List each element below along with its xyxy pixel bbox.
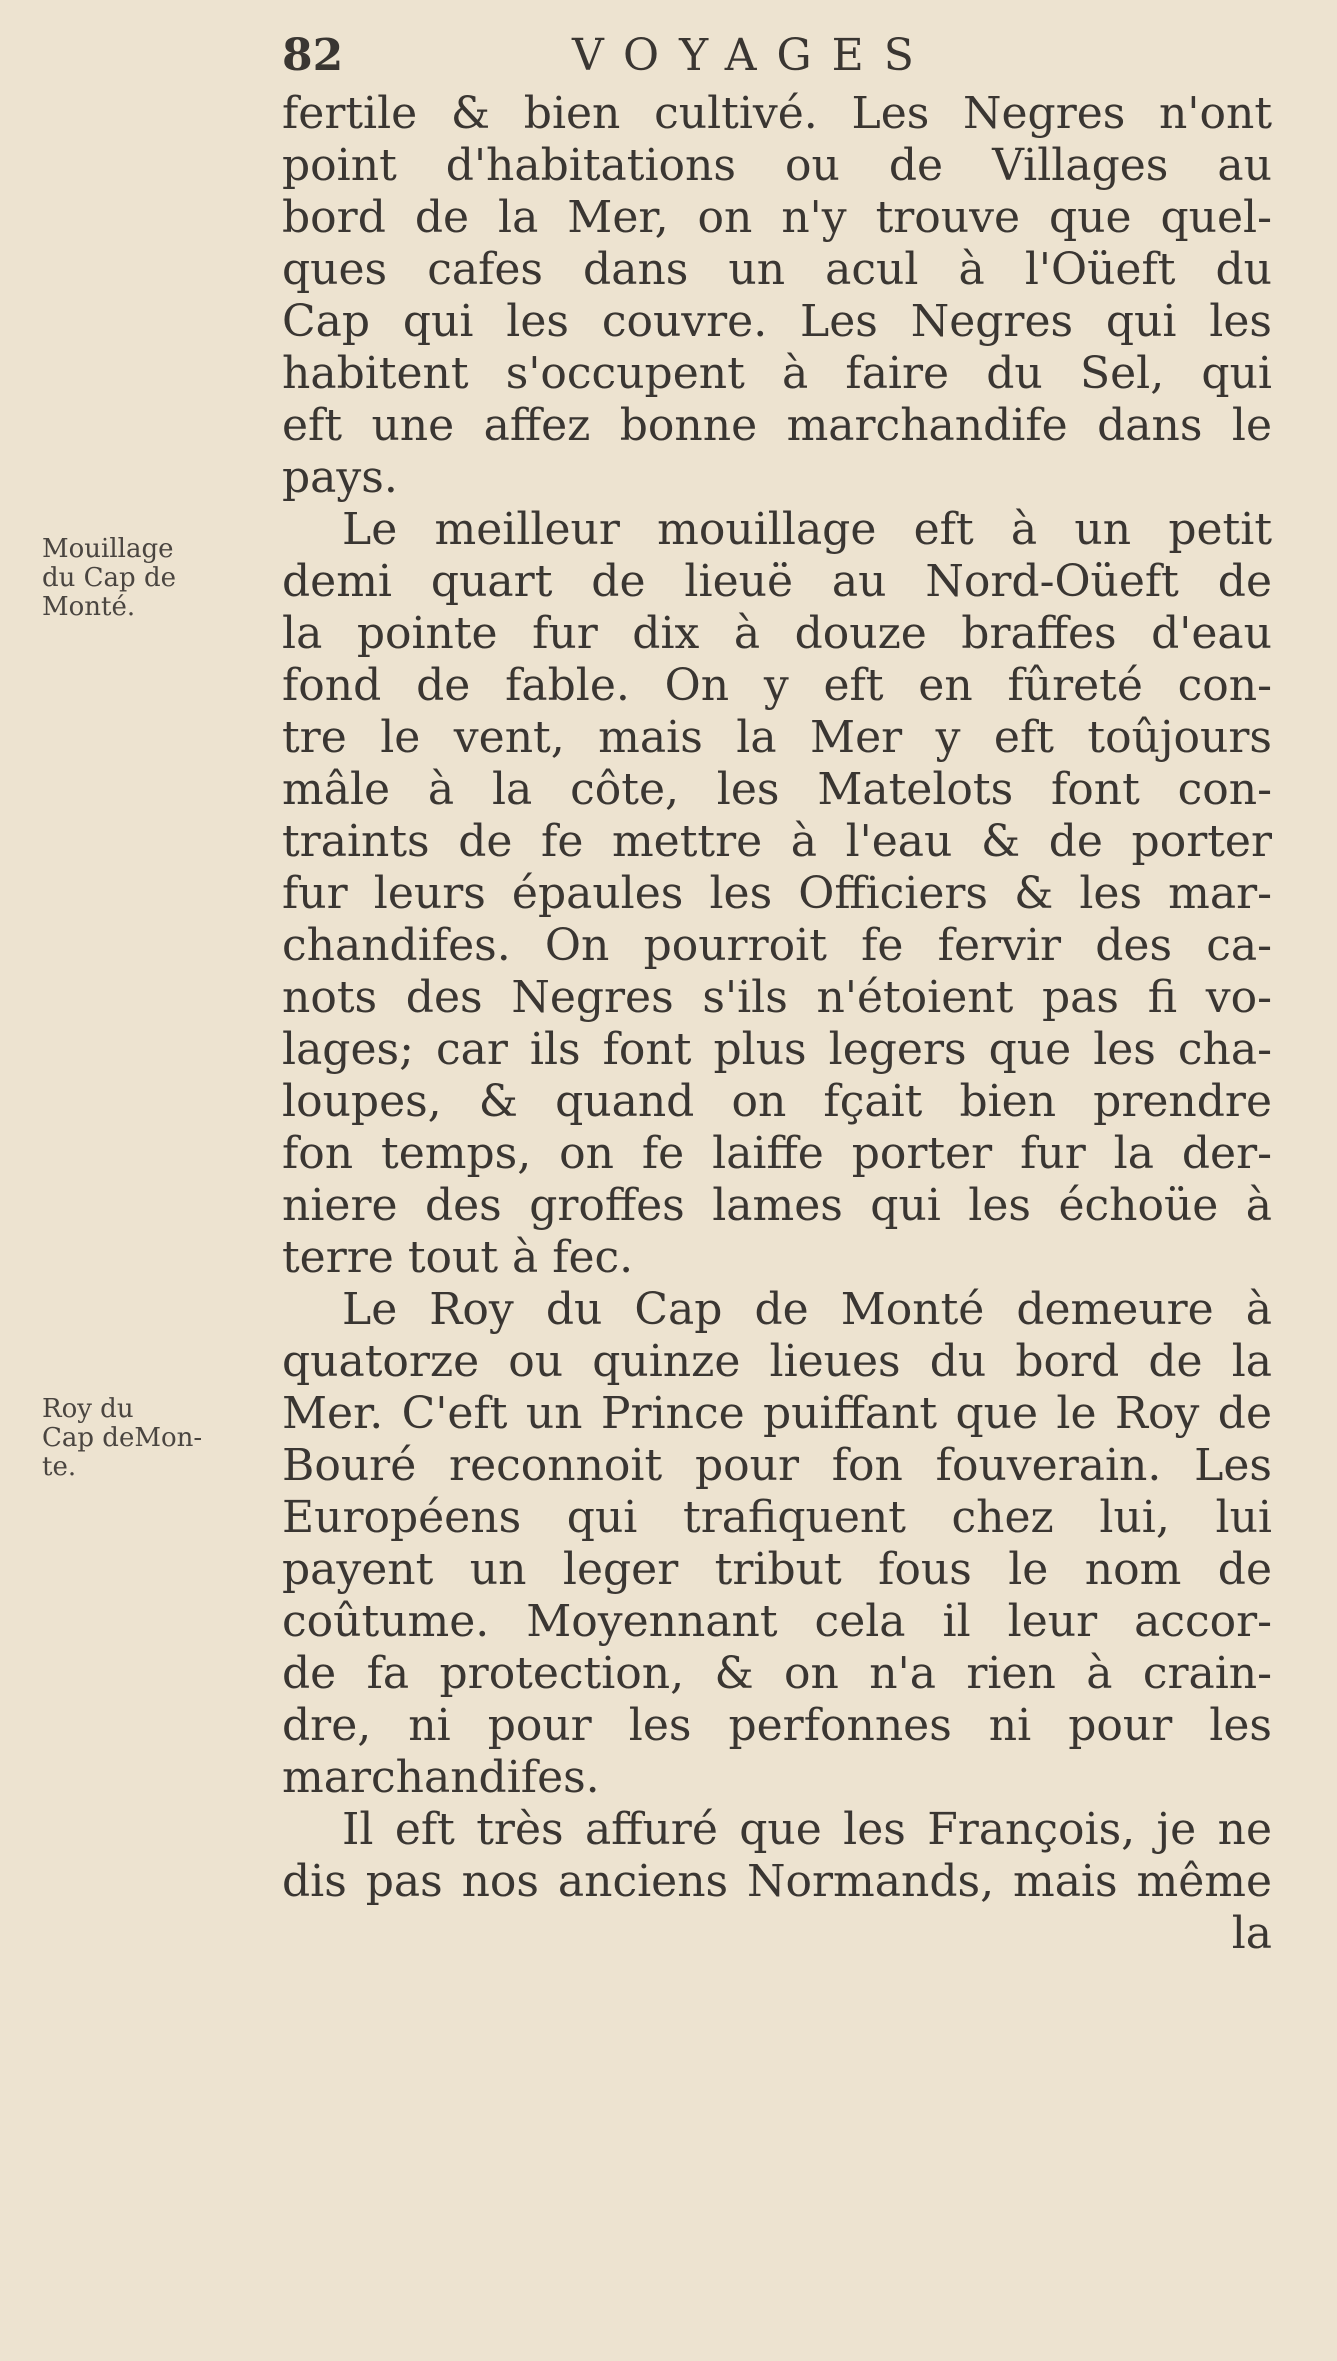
text-line: dis pas nos anciens Normands, mais même bbox=[282, 1856, 1272, 1907]
text-line: fertile & bien cultivé. Les Negres n'ont bbox=[282, 88, 1272, 139]
text-line: mâle à la côte, les Matelots font con- bbox=[282, 764, 1272, 815]
text-line: marchandifes. bbox=[282, 1752, 600, 1803]
text-line: eft une affez bonne marchandife dans le bbox=[282, 400, 1272, 451]
text-line: point d'habitations ou de Villages au bbox=[282, 140, 1272, 191]
text-line: Européens qui trafiquent chez lui, lui bbox=[282, 1492, 1272, 1543]
margin-note-mouillage bbox=[42, 535, 176, 622]
margin-note-line: Cap deMon- bbox=[42, 1423, 203, 1453]
text-line: loupes, & quand on fçait bien prendre bbox=[282, 1076, 1272, 1127]
text-line: nots des Negres s'ils n'étoient pas fi vo- bbox=[282, 972, 1272, 1023]
running-title: VOYAGES bbox=[572, 30, 934, 81]
page-number: 82 bbox=[282, 30, 344, 81]
margin-note-line: Monté. bbox=[42, 592, 136, 622]
text-line: terre tout à fec. bbox=[282, 1232, 634, 1283]
text-line: traints de fe mettre à l'eau & de porter bbox=[282, 816, 1272, 867]
text-line: fon temps, on fe laiffe porter fur la der- bbox=[282, 1128, 1272, 1179]
margin-note-roy bbox=[42, 1395, 202, 1482]
text-line: la pointe fur dix à douze braffes d'eau bbox=[282, 608, 1272, 659]
text-line: chandifes. On pourroit fe fervir des ca- bbox=[282, 920, 1272, 971]
text-line: habitent s'occupent à faire du Sel, qui bbox=[282, 348, 1272, 399]
text-line: coûtume. Moyennant cela il leur accor- bbox=[282, 1596, 1272, 1647]
margin-note-line: du Cap de bbox=[42, 563, 176, 593]
catchword: la bbox=[1231, 1908, 1272, 1959]
text-line: Cap qui les couvre. Les Negres qui les bbox=[282, 296, 1272, 347]
text-line: quatorze ou quinze lieues du bord de la bbox=[282, 1336, 1272, 1387]
text-line: payent un leger tribut fous le nom de bbox=[282, 1544, 1272, 1595]
text-line: fond de fable. On y eft en fûreté con- bbox=[282, 660, 1272, 711]
text-line: Il eft très affuré que les François, je ne bbox=[342, 1804, 1272, 1855]
text-line: Bouré reconnoit pour fon fouverain. Les bbox=[282, 1440, 1272, 1491]
text-line: de fa protection, & on n'a rien à crain- bbox=[282, 1648, 1272, 1699]
text-line: lages; car ils font plus legers que les cha- bbox=[282, 1024, 1272, 1075]
text-line: demi quart de lieuë au Nord-Oüeft de bbox=[282, 556, 1272, 607]
text-line: Mer. C'eft un Prince puiffant que le Roy de bbox=[282, 1388, 1272, 1439]
text-line: Le meilleur mouillage eft à un petit bbox=[342, 504, 1272, 555]
margin-note-line: Roy du bbox=[42, 1394, 134, 1424]
body-text bbox=[282, 88, 1272, 1960]
margin-note-line: Mouillage bbox=[42, 534, 174, 564]
text-line: bord de la Mer, on n'y trouve que quel- bbox=[282, 192, 1272, 243]
text-line: tre le vent, mais la Mer y eft toûjours bbox=[282, 712, 1272, 763]
text-line: Le Roy du Cap de Monté demeure à bbox=[342, 1284, 1272, 1335]
text-line: ques cafes dans un acul à l'Oüeft du bbox=[282, 244, 1272, 295]
margin-note-line: te. bbox=[42, 1452, 77, 1482]
text-line: niere des groffes lames qui les échoüe à bbox=[282, 1180, 1272, 1231]
text-line: dre, ni pour les perfonnes ni pour les bbox=[282, 1700, 1272, 1751]
text-line: fur leurs épaules les Officiers & les mar- bbox=[282, 868, 1272, 919]
text-line: pays. bbox=[282, 452, 398, 503]
